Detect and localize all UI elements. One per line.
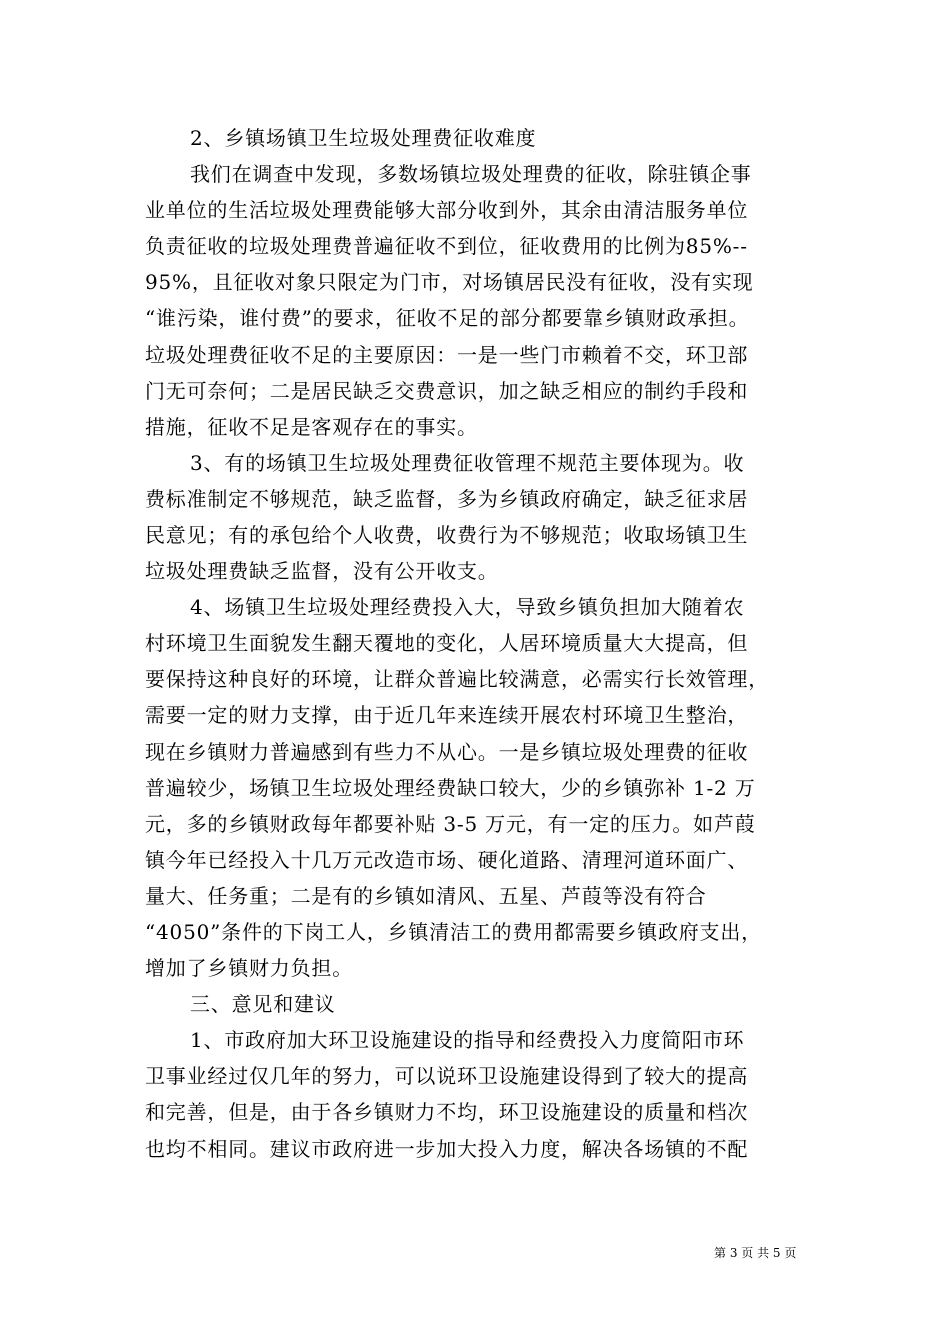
section-heading: 三、意见和建议 <box>190 992 336 1016</box>
text-line: 镇今年已经投入十几万元改造市场、硬化道路、清理河道环面广、 <box>145 848 749 872</box>
text-line: 措施，征收不足是客观存在的事实。 <box>145 415 478 439</box>
heading-1: 1、市政府加大环卫设施建设的指导和经费投入力度简阳市环 <box>190 1028 745 1052</box>
text-line: 量大、任务重；二是有的乡镇如清风、五星、芦葭等没有符合 <box>145 884 707 908</box>
text-line: 需要一定的财力支撑，由于近几年来连续开展农村环境卫生整治， <box>145 703 749 727</box>
text-line: 卫事业经过仅几年的努力，可以说环卫设施建设得到了较大的提高 <box>145 1064 749 1088</box>
text-line: 元，多的乡镇财政每年都要补贴 3-5 万元，有一定的压力。如芦葭 <box>145 812 756 836</box>
text-line: 垃圾处理费征收不足的主要原因：一是一些门市赖着不交，环卫部 <box>145 343 749 367</box>
text-line: “4050”条件的下岗工人，乡镇清洁工的费用都需要乡镇政府支出， <box>145 920 762 944</box>
text-line: 和完善，但是，由于各乡镇财力不均，环卫设施建设的质量和档次 <box>145 1100 749 1124</box>
heading-3: 3、有的场镇卫生垃圾处理费征收管理不规范主要体现为。收 <box>190 451 745 475</box>
text-line: 95%，且征收对象只限定为门市，对场镇居民没有征收，没有实现 <box>145 270 754 294</box>
text-line: 门无可奈何；二是居民缺乏交费意识，加之缺乏相应的制约手段和 <box>145 379 749 403</box>
heading-2: 2、乡镇场镇卫生垃圾处理费征收难度 <box>190 126 537 150</box>
text-line: 费标准制定不够规范，缺乏监督，多为乡镇政府确定，缺乏征求居 <box>145 487 749 511</box>
text-line: 也均不相同。建议市政府进一步加大投入力度，解决各场镇的不配 <box>145 1137 749 1161</box>
text-line: 普遍较少，场镇卫生垃圾处理经费缺口较大，少的乡镇弥补 1-2 万 <box>145 776 756 800</box>
text-line: 要保持这种良好的环境，让群众普遍比较满意，必需实行长效管理， <box>145 667 769 691</box>
text-line: “谁污染，谁付费”的要求，征收不足的部分都要靠乡镇财政承担。 <box>145 306 750 330</box>
text-line: 垃圾处理费缺乏监督，没有公开收支。 <box>145 559 499 583</box>
text-line: 民意见；有的承包给个人收费，收费行为不够规范；收取场镇卫生 <box>145 523 749 547</box>
text-line: 业单位的生活垃圾处理费能够大部分收到外，其余由清洁服务单位 <box>145 198 749 222</box>
text-line: 增加了乡镇财力负担。 <box>145 956 353 980</box>
text-line: 我们在调查中发现，多数场镇垃圾处理费的征收，除驻镇企事 <box>190 162 752 186</box>
text-line: 负责征收的垃圾处理费普遍征收不到位，征收费用的比例为85%-- <box>145 234 748 258</box>
text-line: 村环境卫生面貌发生翻天覆地的变化，人居环境质量大大提高，但 <box>145 631 749 655</box>
heading-4: 4、场镇卫生垃圾处理经费投入大，导致乡镇负担加大随着农 <box>190 595 745 619</box>
page-indicator: 第 3 页 共 5 页 <box>714 1246 797 1260</box>
text-line: 现在乡镇财力普遍感到有些力不从心。一是乡镇垃圾处理费的征收 <box>145 740 749 764</box>
